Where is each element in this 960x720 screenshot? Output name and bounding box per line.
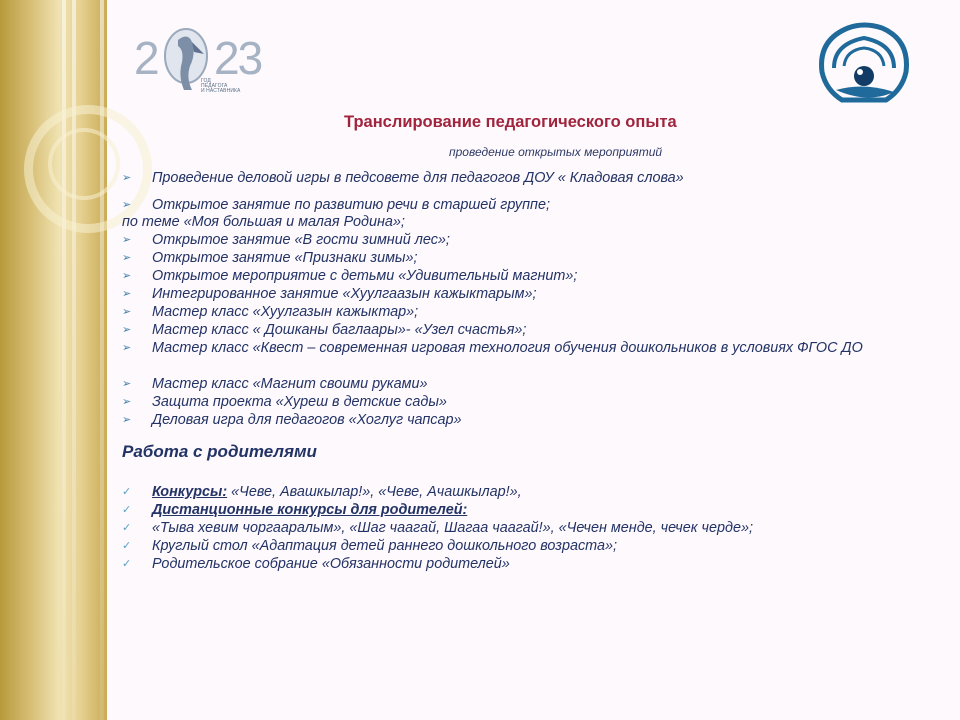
list-item-continuation [122, 213, 405, 231]
logo-caption [201, 79, 240, 94]
checkmark-bullet-icon: ✓ [122, 504, 132, 516]
logo-caption-line: ГОД [201, 78, 211, 84]
logo-caption-line: И НАСТАВНИКА [201, 88, 241, 94]
list-item-text: по теме «Моя большая и малая Родина»; [122, 214, 405, 230]
list-item-text: Открытое занятие «Признаки зимы»; [152, 250, 418, 266]
list-item [122, 303, 418, 321]
checkmark-bullet-icon: ✓ [122, 522, 132, 534]
list-item-text: Интегрированное занятие «Хуулгаазын кажыктарым»; [152, 286, 537, 302]
list-item-text [122, 483, 522, 501]
list-item-text: Мастер класс « Дошканы баглаары»- «Узел счастья»; [152, 322, 527, 338]
arrow-bullet-icon: ➢ [122, 342, 132, 354]
contests-text: «Чеве, Авашкылар!», «Чеве, Ачашкылар!», [227, 484, 522, 500]
shell-pearl-logo [812, 20, 916, 108]
list-item [122, 537, 617, 555]
list-item [122, 231, 450, 249]
list-item-text: Защита проекта «Хуреш в детские сады» [152, 394, 447, 410]
list-item [122, 339, 922, 357]
list-item [122, 501, 467, 519]
list-item-text: Проведение деловой игры в педсовете для педагогов ДОУ « Кладовая слова» [152, 170, 684, 186]
list-item [122, 249, 418, 267]
arrow-bullet-icon: ➢ [122, 172, 132, 184]
arrow-bullet-icon: ➢ [122, 288, 132, 300]
decorative-circle [48, 128, 120, 200]
page-title: Транслирование педагогического опыта [344, 113, 677, 131]
list-item [122, 375, 427, 393]
arrow-bullet-icon: ➢ [122, 252, 132, 264]
arrow-bullet-icon: ➢ [122, 378, 132, 390]
list-item-text: Мастер класс «Магнит своими руками» [152, 376, 428, 392]
list-item [122, 285, 536, 303]
arrow-bullet-icon: ➢ [122, 414, 132, 426]
list-item [122, 169, 684, 187]
checkmark-bullet-icon: ✓ [122, 486, 132, 498]
svg-text:2: 2 [134, 32, 158, 84]
list-item-text: Мастер класс «Квест – современная игровая технология обучения дошкольников в условиях ФГОС ДО [152, 340, 863, 356]
list-item [122, 196, 550, 214]
list-item [122, 393, 447, 411]
list-item [122, 321, 526, 339]
checkmark-bullet-icon: ✓ [122, 558, 132, 570]
list-item-text: Открытое мероприятие с детьми «Удивительный магнит»; [152, 268, 578, 284]
checkmark-bullet-icon: ✓ [122, 540, 132, 552]
list-item-text: Открытое занятие по развитию речи в старшей группе; [152, 197, 550, 213]
arrow-bullet-icon: ➢ [122, 234, 132, 246]
list-item-text: Деловая игра для педагогов «Хоглуг чапсар» [152, 412, 462, 428]
page-subtitle: проведение открытых мероприятий [449, 145, 663, 159]
logo-caption-line: ПЕДАГОГА [201, 83, 228, 89]
list-item [122, 519, 753, 537]
list-item-text [122, 501, 467, 519]
list-item-text: Мастер класс «Хуулгазын кажыктар»; [152, 304, 419, 320]
list-item [122, 267, 577, 285]
distance-contests-label: Дистанционные конкурсы для родителей: [152, 502, 468, 518]
pearl-icon [854, 66, 874, 86]
list-item [122, 555, 510, 573]
arrow-bullet-icon: ➢ [122, 270, 132, 282]
list-item-text: Круглый стол «Адаптация детей раннего дошкольного возраста»; [152, 538, 617, 554]
list-item [122, 483, 522, 501]
svg-text:23: 23 [214, 32, 262, 84]
list-item [122, 411, 462, 429]
arrow-bullet-icon: ➢ [122, 306, 132, 318]
section-heading-parents: Работа с родителями [122, 442, 317, 461]
list-item-text: Родительское собрание «Обязанности родителей» [152, 556, 510, 572]
list-item-text: Открытое занятие «В гости зимний лес»; [152, 232, 450, 248]
arrow-bullet-icon: ➢ [122, 396, 132, 408]
list-item-text: «Тыва хевим чоргааралым», «Шаг чаагай, Шагаа чаагай!», «Чечен менде, чечек черде»; [152, 520, 753, 536]
contests-label: Конкурсы: [152, 484, 228, 500]
arrow-bullet-icon: ➢ [122, 324, 132, 336]
arrow-bullet-icon: ➢ [122, 199, 132, 211]
